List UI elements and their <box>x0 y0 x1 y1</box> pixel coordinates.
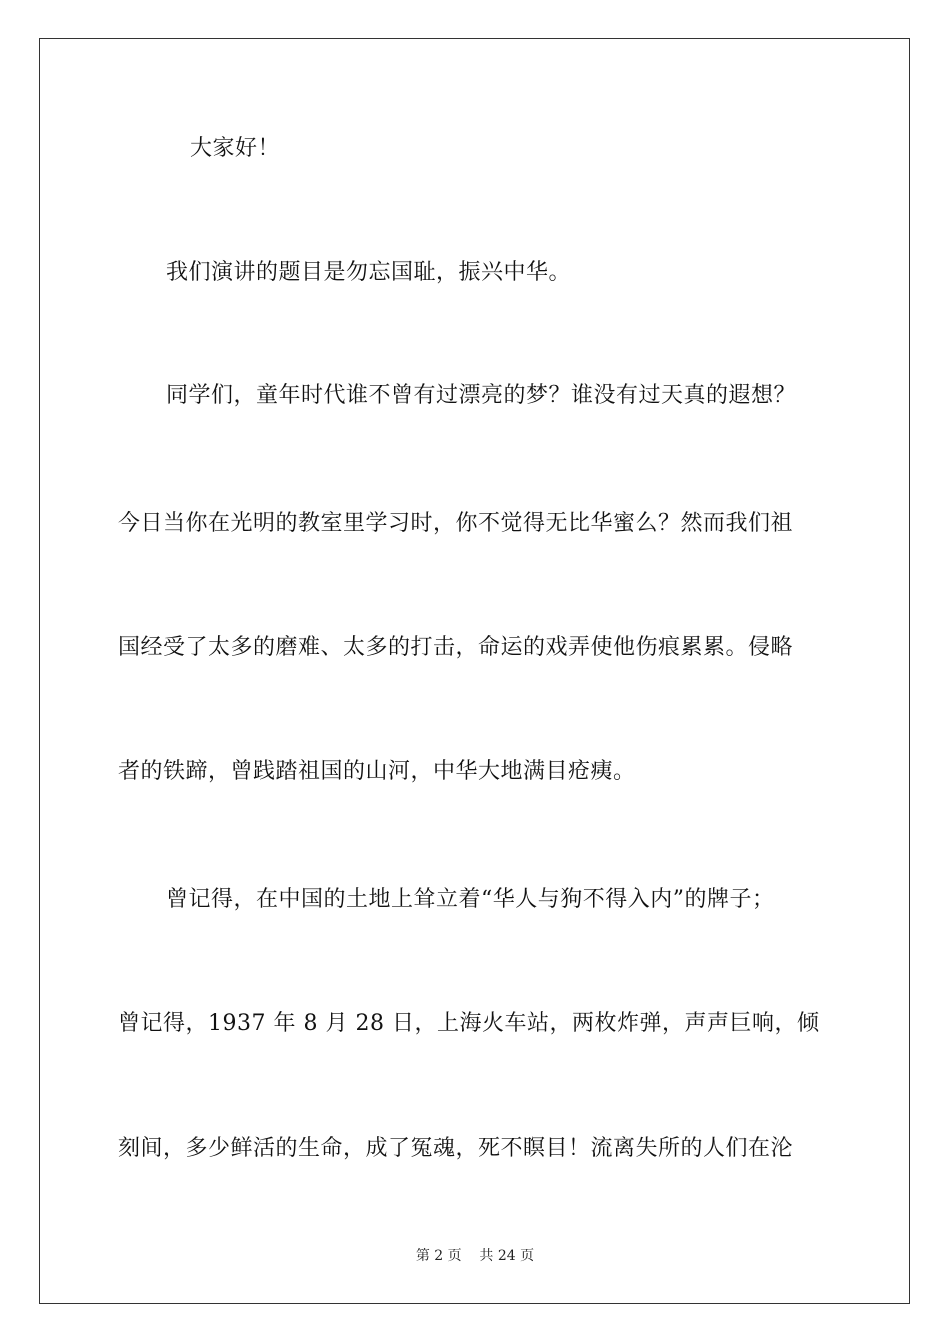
paragraph-line: 同学们，童年时代谁不曾有过漂亮的梦？谁没有过天真的遐想？ <box>166 383 797 408</box>
page-number-label: 第 2 页 共 24 页 <box>415 1248 535 1264</box>
paragraph-line: 刻间，多少鲜活的生命，成了冤魂，死不瞑目！流离失所的人们在沦 <box>118 1136 794 1161</box>
paragraph-line: 者的铁蹄，曾践踏祖国的山河，中华大地满目疮痍。 <box>118 759 636 784</box>
greeting-line: 大家好！ <box>190 136 281 161</box>
paragraph-line: 曾记得，在中国的土地上耸立着“华人与狗不得入内”的牌子； <box>166 887 775 912</box>
paragraph-line: 国经受了太多的磨难、太多的打击，命运的戏弄使他伤痕累累。侵略 <box>118 635 794 660</box>
paragraph-line: 曾记得，1937 年 8 月 28 日，上海火车站，两枚炸弹，声声巨响，倾 <box>118 1011 820 1036</box>
paragraph-line: 我们演讲的题目是勿忘国耻，振兴中华。 <box>166 260 572 285</box>
page-number-footer <box>0 1246 950 1266</box>
page-border <box>39 38 910 1304</box>
paragraph-line: 今日当你在光明的教室里学习时，你不觉得无比华蜜么？然而我们祖 <box>118 511 794 536</box>
